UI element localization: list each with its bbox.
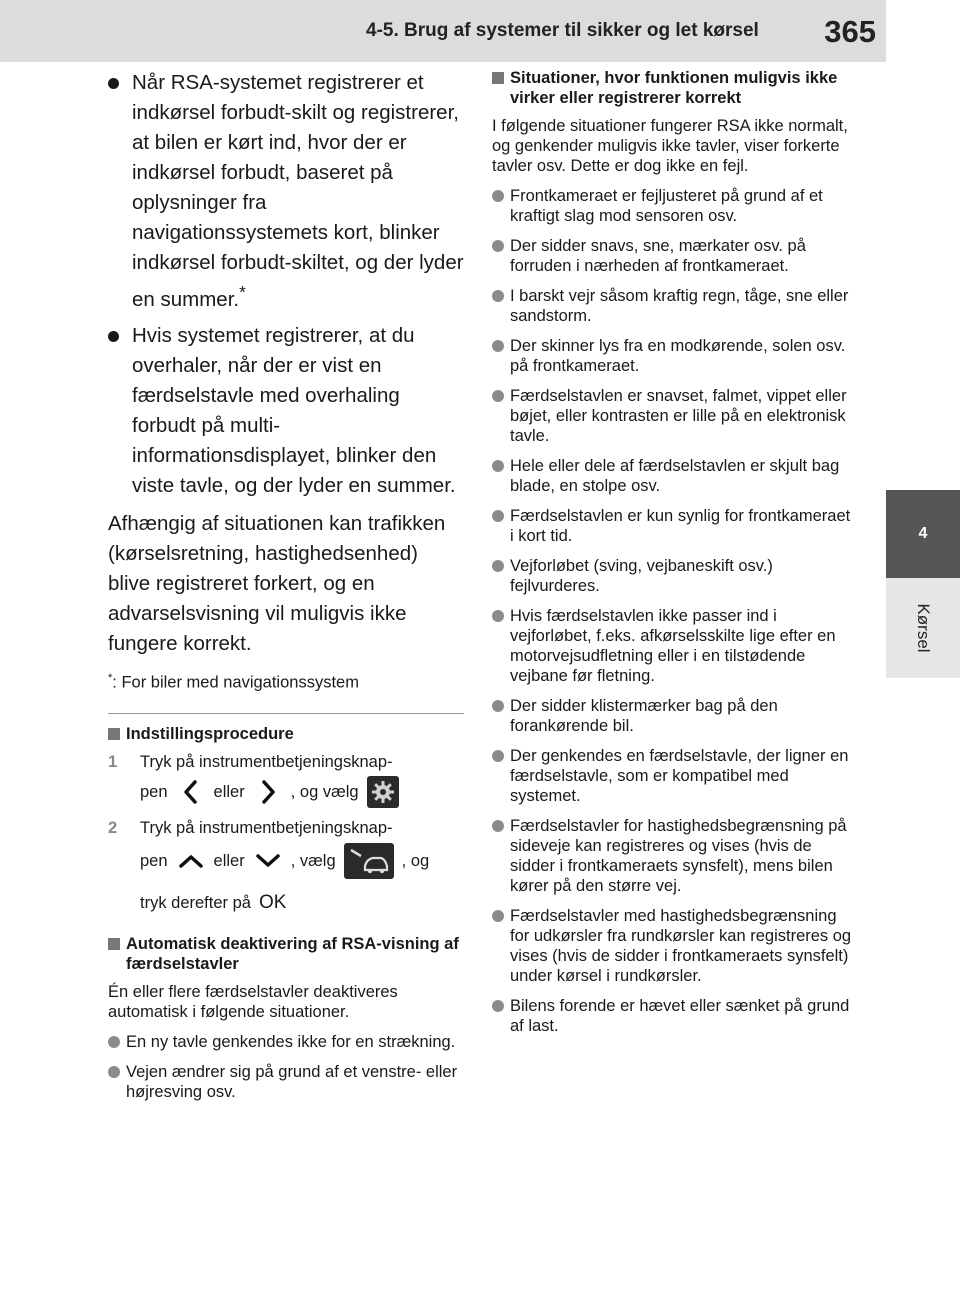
list-item — [492, 386, 852, 446]
ok-button-label: OK — [258, 892, 287, 914]
list-item — [108, 1032, 464, 1052]
bullet-dot — [492, 560, 504, 572]
footnote — [108, 667, 464, 694]
bullet-dot — [492, 700, 504, 712]
bullet-dot — [492, 820, 504, 832]
bullet-dot — [492, 1000, 504, 1012]
list-item — [108, 1062, 464, 1102]
driving-assist-icon — [344, 843, 394, 879]
bullet-dot — [492, 240, 504, 252]
bullet-dot — [492, 750, 504, 762]
chapter-tab — [886, 490, 960, 578]
list-item — [492, 506, 852, 546]
bullet-text: Der skinner lys fra en modkørende, solen osv. på frontkameraet. — [510, 337, 846, 375]
bullet-text: Færdselstavlen er kun synlig for frontkameraet i kort tid. — [510, 507, 851, 545]
bullet-dot — [492, 290, 504, 302]
step-text: Tryk på instrumentbetjeningsknap- — [140, 819, 393, 838]
list-item — [492, 236, 852, 276]
step-line — [140, 838, 464, 884]
paragraph: Afhængig af situationen kan trafikken (kørselsretning, hastighedsenhed) blive registreret forkert, og en advarselsvisning vil muligvis ikke fungere korrekt. — [108, 511, 446, 655]
heading-text: Automatisk deaktivering af RSA-visning af færdselstavler — [126, 935, 459, 974]
square-bullet-icon — [492, 72, 504, 84]
bullet-dot — [492, 910, 504, 922]
bullet-dot — [108, 1036, 120, 1048]
list-item — [492, 456, 852, 496]
list-item — [492, 606, 852, 686]
step — [108, 752, 464, 812]
chevron-down-icon — [253, 849, 283, 873]
chapter-number: 4 — [918, 525, 928, 542]
bullet-text: Færdselstavlen er snavset, falmet, vippet eller bøjet, eller kontrasten er lille på en elektronisk tavle. — [510, 387, 847, 445]
step — [108, 818, 464, 922]
chevron-right-icon — [253, 777, 283, 807]
bullet-dot — [492, 190, 504, 202]
chevron-left-icon — [176, 777, 206, 807]
list-item — [492, 336, 852, 376]
bullet-dot — [492, 460, 504, 472]
step-text: , vælg — [290, 852, 336, 871]
chapter-label: Kørsel — [914, 603, 933, 653]
section-title: 4-5. Brug af systemer til sikker og let kørsel — [366, 20, 759, 41]
step-text: , og vælg — [290, 783, 359, 802]
step-line — [140, 772, 464, 812]
list-item — [492, 816, 852, 896]
footnote-mark: * — [108, 671, 113, 684]
heading-text: Indstillingsprocedure — [126, 725, 294, 744]
bullet-text: Når RSA-systemet registrerer et indkørsel forbudt-skilt og registrerer, at bilen er kørt ind, hvor der er indkørsel forbudt, baseret på oplysninger fra navigationssystemets kort, blinker indkørsel forbudt-skiltet, og der lyder en summer. — [132, 71, 464, 311]
bullet-dot — [108, 78, 119, 89]
heading-text: Situationer, hvor funktionen muligvis ikke virker eller registrerer korrekt — [510, 69, 838, 107]
square-bullet-icon — [108, 728, 120, 740]
section-heading — [108, 724, 464, 744]
paragraph: Én eller flere færdselstavler deaktiveres automatisk i følgende situationer. — [108, 983, 398, 1022]
bullet-text: Der sidder klistermærker bag på den forankørende bil. — [510, 697, 778, 735]
bullet-text: Frontkameraet er fejljusteret på grund af et kraftigt slag mod sensoren osv. — [510, 187, 823, 225]
bullet-dot — [492, 510, 504, 522]
bullet-text: Vejforløbet (sving, vejbaneskift osv.) fejlvurderes. — [510, 557, 773, 595]
step-text: , og — [401, 852, 430, 871]
footnote-mark: * — [239, 283, 246, 302]
divider — [108, 713, 464, 714]
step-text: pen — [140, 852, 168, 871]
list-item — [492, 286, 852, 326]
left-column — [108, 68, 464, 1112]
bullet-text: Der genkendes en færdselstavle, der ligner en færdselstavle, som er kompatibel med systemet. — [510, 747, 849, 805]
page-number: 365 — [824, 14, 876, 49]
bullet-text: Hvis systemet registrerer, at du overhaler, når der er vist en færdselstavle med overhaling forbudt på multi-informationsdisplayet, blinker den viste tavle, og der lyder en summer. — [132, 323, 456, 497]
step-text: eller — [213, 783, 245, 802]
step-text: eller — [213, 852, 245, 871]
section-heading — [108, 934, 464, 974]
paragraph: I følgende situationer fungerer RSA ikke normalt, og genkender muligvis ikke tavler, viser forkerte tavler osv. Dette er dog ikke en fejl. — [492, 117, 848, 175]
square-bullet-icon — [108, 938, 120, 950]
list-item — [492, 556, 852, 596]
bullet-dot — [108, 1066, 120, 1078]
bullet-text: En ny tavle genkendes ikke for en strækning. — [126, 1033, 456, 1052]
bullet-text: Bilens forende er hævet eller sænket på grund af last. — [510, 997, 850, 1035]
gear-icon — [367, 776, 399, 808]
chevron-up-icon — [176, 849, 206, 873]
bullet-text: Der sidder snavs, sne, mærkater osv. på forruden i nærheden af frontkameraet. — [510, 237, 806, 275]
list-item — [492, 906, 852, 986]
bullet-text: Færdselstavler med hastighedsbegrænsning for udkørsler fra rundkørsler kan registreres og vises (hvis de sidder i frontkameraets synsfelt) under kørsel i rundkørsler. — [510, 907, 852, 985]
chapter-label-tab — [886, 578, 960, 678]
step-line — [140, 884, 464, 922]
step-number: 2 — [108, 819, 118, 838]
list-item — [492, 696, 852, 736]
bullet-text: Hvis færdselstavlen ikke passer ind i vejforløbet, f.eks. afkørselsskilte lige efter en motorvejsudfletning eller i en tilstødende vejbane før fletning. — [510, 607, 836, 685]
list-item — [108, 68, 464, 315]
bullet-text: Vejen ændrer sig på grund af et venstre- eller højresving osv. — [126, 1063, 458, 1102]
list-item — [492, 746, 852, 806]
list-item — [108, 321, 464, 501]
step-text: pen — [140, 783, 168, 802]
list-item — [492, 186, 852, 226]
bullet-text: Færdselstavler for hastighedsbegrænsning på sideveje kan registreres og vises (hvis de sidder i frontkameraets synsfelt), mens bilen kører på den større vej. — [510, 817, 847, 895]
bullet-dot — [492, 340, 504, 352]
step-text: tryk derefter på — [140, 894, 251, 913]
section-heading — [492, 68, 852, 108]
bullet-dot — [492, 610, 504, 622]
bullet-text: I barskt vejr såsom kraftig regn, tåge, sne eller sandstorm. — [510, 287, 849, 325]
bullet-text: Hele eller dele af færdselstavlen er skjult bag blade, en stolpe osv. — [510, 457, 840, 495]
right-column — [492, 68, 852, 1046]
bullet-dot — [108, 331, 119, 342]
bullet-dot — [492, 390, 504, 402]
step-text: Tryk på instrumentbetjeningsknap- — [140, 753, 393, 772]
step-number: 1 — [108, 753, 118, 772]
footnote-text: : For biler med navigationssystem — [112, 673, 359, 692]
list-item — [492, 996, 852, 1036]
